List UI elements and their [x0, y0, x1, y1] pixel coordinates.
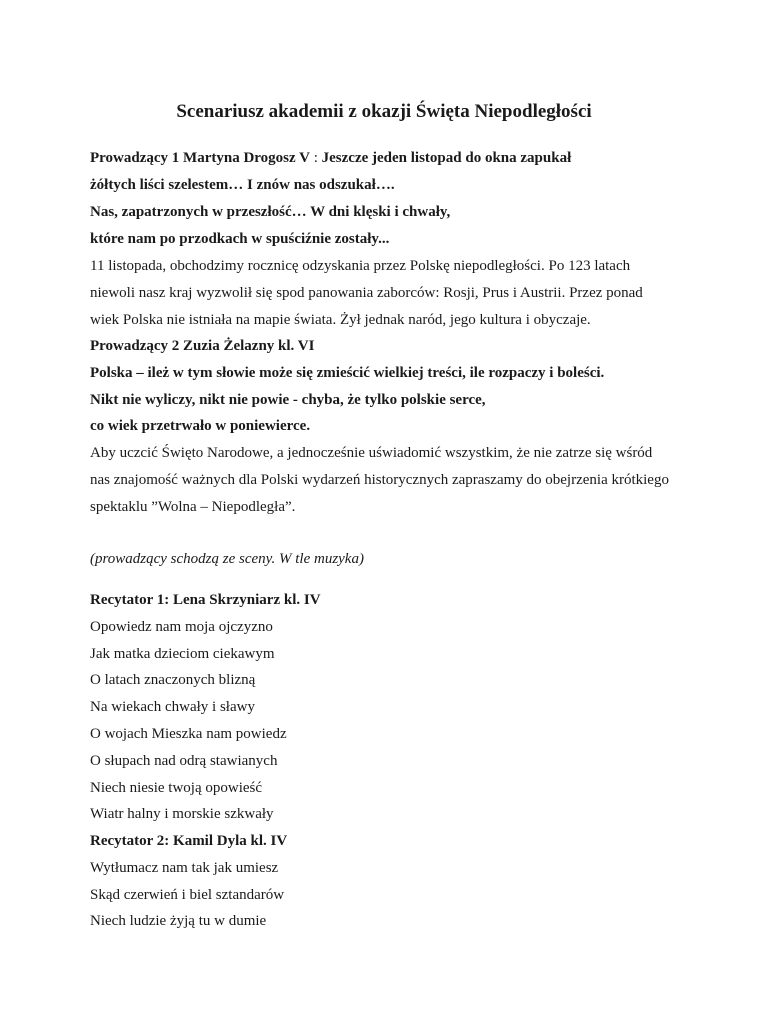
reciter1-poem-line: O latach znaczonych blizną — [90, 672, 256, 688]
host1-verse-line: Jeszcze jeden listopad do okna zapukał — [321, 150, 572, 166]
reciter1-poem-line: O wojach Mieszka nam powiedz — [90, 726, 287, 742]
reciter1-poem-line: Jak matka dzieciom ciekawym — [90, 646, 275, 662]
host1-colon: : — [309, 150, 322, 166]
host1-prose-line: wiek Polska nie istniała na mapie świata. Żył jednak naród, jego kultura i obyczaje. — [90, 312, 591, 328]
host2-verse-line: Polska – ileż w tym słowie może się zmieścić wielkiej treści, ile rozpaczy i boleści. — [90, 365, 605, 381]
reciter1-label: Recytator 1: Lena Skrzyniarz kl. IV — [90, 592, 321, 608]
reciter2-poem-line: Wytłumacz nam tak jak umiesz — [90, 860, 279, 876]
reciter2-poem-line: Niech ludzie żyją tu w dumie — [90, 913, 267, 929]
reciter1-poem-line: Opowiedz nam moja ojczyzno — [90, 619, 273, 635]
host1-line — [90, 148, 571, 168]
host1-prose-line: 11 listopada, obchodzimy rocznicę odzyskania przez Polskę niepodległości. Po 123 latach — [90, 258, 631, 274]
reciter2-poem-line: Skąd czerwień i biel sztandarów — [90, 887, 285, 903]
host2-verse-line: Nikt nie wyliczy, nikt nie powie - chyba, że tylko polskie serce, — [90, 392, 486, 408]
host1-prose-line: niewoli nasz kraj wyzwolił się spod panowania zaborców: Rosji, Prus i Austrii. Przez ponad — [90, 285, 643, 301]
host2-prose-line: Aby uczcić Święto Narodowe, a jednocześnie uświadomić wszystkim, że nie zatrze się wśród — [90, 445, 653, 461]
reciter1-poem-line: Wiatr halny i morskie szkwały — [90, 806, 274, 822]
host2-prose-line: nas znajomość ważnych dla Polski wydarzeń historycznych zapraszamy do obejrzenia krótkiego — [90, 472, 669, 488]
reciter1-poem-line: Niech niesie twoją opowieść — [90, 780, 263, 796]
reciter2-label: Recytator 2: Kamil Dyla kl. IV — [90, 833, 288, 849]
host1-label: Prowadzący 1 Martyna Drogosz V — [90, 150, 310, 166]
host1-verse-line: Nas, zapatrzonych w przeszłość… W dni klęski i chwały, — [90, 204, 451, 220]
reciter1-poem-line: Na wiekach chwały i sławy — [90, 699, 255, 715]
reciter1-poem-line: O słupach nad odrą stawianych — [90, 753, 278, 769]
stage-direction: (prowadzący schodzą ze sceny. W tle muzyka) — [90, 551, 364, 567]
host2-prose-line: spektaklu ”Wolna – Niepodległa”. — [90, 499, 296, 515]
host1-verse-line: które nam po przodkach w spuściźnie zostały... — [90, 231, 390, 247]
host1-verse-line: żółtych liści szelestem… I znów nas odszukał…. — [90, 177, 395, 193]
host2-label: Prowadzący 2 Zuzia Żelazny kl. VI — [90, 338, 315, 354]
document-title: Scenariusz akademii z okazji Święta Niepodległości — [176, 101, 592, 122]
host2-verse-line: co wiek przetrwało w poniewierce. — [90, 418, 311, 434]
